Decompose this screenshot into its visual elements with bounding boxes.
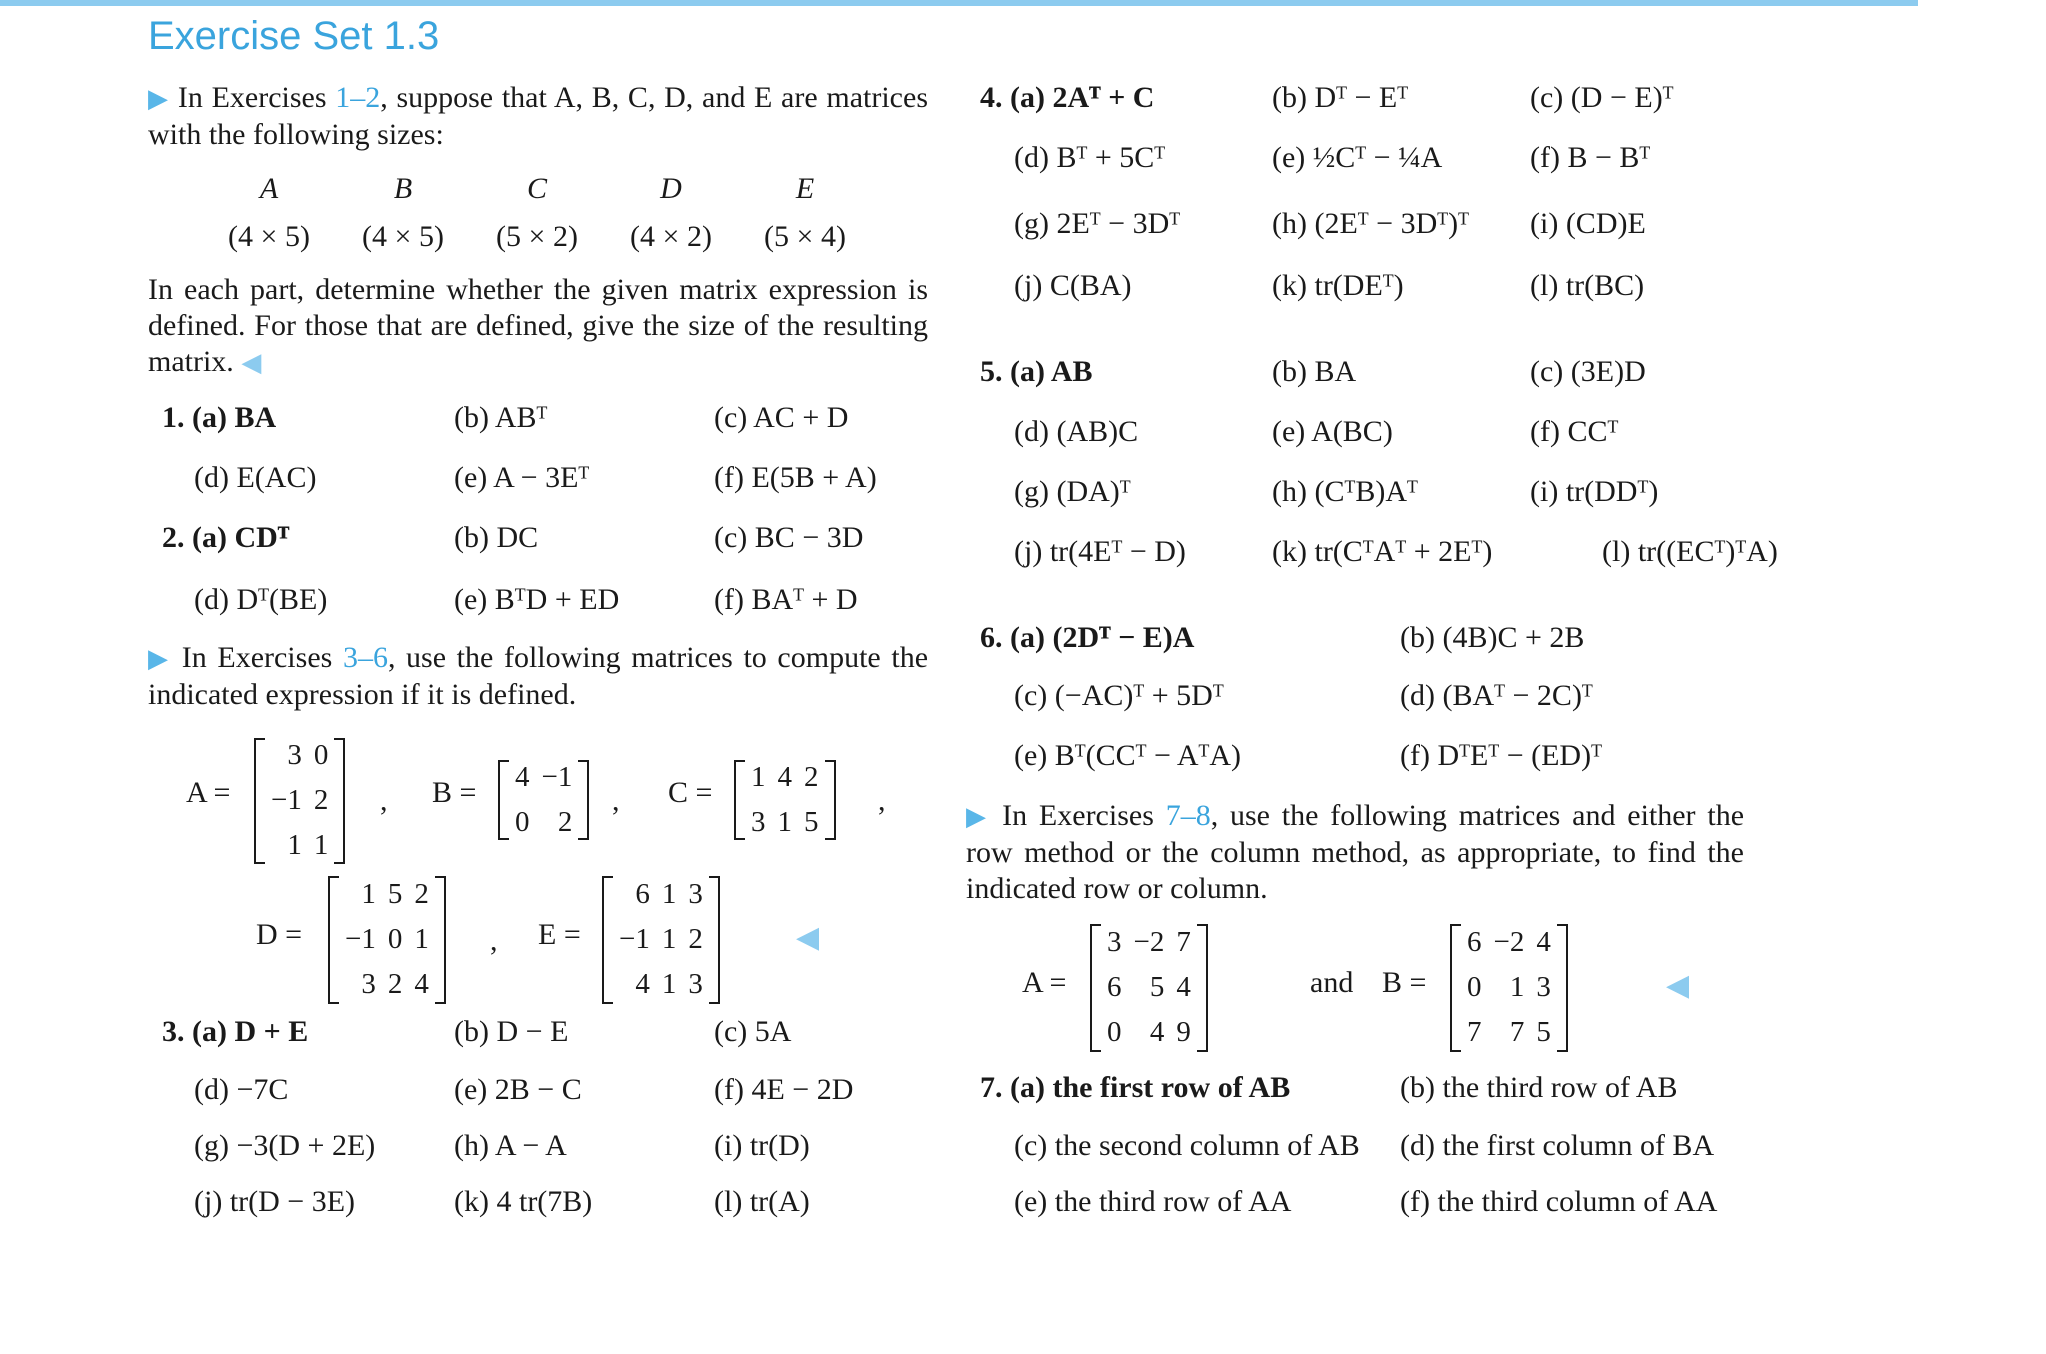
size-value: (4 × 5)	[228, 220, 310, 253]
intro-text: , suppose that A, B, C, D, and E are matrices with the following sizes:	[148, 81, 928, 151]
triangle-right-icon: ▶	[966, 802, 991, 831]
exercise-3a: 3. (a) D + E	[162, 1015, 309, 1048]
matrix-a2-entry-2-1: 6	[1107, 971, 1122, 1003]
triangle-right-icon: ▶	[148, 644, 172, 673]
exercise-3d: (d) −7C	[194, 1073, 289, 1106]
matrix-d-entry-2-2: 0	[387, 923, 403, 955]
intro-text: In Exercises	[181, 641, 343, 674]
exercise-link-1-2[interactable]: 1–2	[335, 81, 381, 114]
exercise-7e: (e) the third row of AA	[1014, 1185, 1292, 1218]
instruction-text	[148, 272, 928, 381]
matrix-b2-entry-3-3: 5	[1536, 1016, 1551, 1048]
exercise-3l: (l) tr(A)	[714, 1185, 810, 1218]
triangle-left-icon: ◀	[241, 348, 262, 377]
exercise-3e: (e) 2B − C	[454, 1073, 582, 1106]
exercise-3h: (h) A − A	[454, 1129, 567, 1162]
matrix-d-entry-1-2: 5	[387, 878, 403, 910]
matrix-a2-entry-1-3: 7	[1176, 926, 1191, 958]
matrix-a	[254, 733, 345, 868]
exercise-5g: (g) (DA)ᵀ	[1014, 475, 1131, 508]
matrix-e-entry-2-1: −1	[619, 923, 650, 955]
intro-exercises-3-6	[148, 640, 928, 713]
matrix-b2-entry-1-2: −2	[1493, 926, 1525, 958]
intro-text: In Exercises	[1002, 799, 1166, 832]
matrix-e	[602, 872, 720, 1007]
matrix-c-entry-2-1: 3	[751, 806, 766, 838]
exercise-2b: (b) DC	[454, 521, 539, 554]
intro-exercises-1-2	[148, 80, 928, 153]
matrix-e-entry-1-1: 6	[635, 878, 650, 910]
matrix-b2-entry-3-2: 7	[1509, 1016, 1525, 1048]
matrix-label-a2: A =	[1022, 966, 1067, 999]
matrix-c-entry-2-2: 1	[777, 806, 792, 838]
intro-text: In Exercises	[177, 81, 336, 114]
matrix-a2-entry-3-1: 0	[1107, 1016, 1122, 1048]
exercise-3g: (g) −3(D + 2E)	[194, 1129, 376, 1162]
and-text: and	[1310, 966, 1354, 999]
exercise-2c: (c) BC − 3D	[714, 521, 864, 554]
exercise-4l: (l) tr(BC)	[1530, 269, 1645, 302]
exercise-7a: 7. (a) the first row of AB	[980, 1071, 1291, 1104]
matrix-label-d: D =	[256, 918, 303, 951]
matrix-e-entry-3-2: 1	[661, 968, 677, 1000]
exercise-3j: (j) tr(D − 3E)	[194, 1185, 356, 1218]
exercise-5l: (l) tr((ECᵀ)ᵀA)	[1602, 535, 1778, 568]
matrix-b-entry-1-1: 4	[515, 761, 530, 793]
exercise-1e: (e) A − 3Eᵀ	[454, 461, 590, 494]
matrix-a-entry-2-1: −1	[271, 784, 302, 816]
exercise-6a: 6. (a) (2Dᵀ − E)A	[980, 621, 1195, 654]
matrix-a2-entry-3-3: 9	[1176, 1016, 1191, 1048]
size-header: B	[393, 172, 413, 205]
exercise-6f: (f) DᵀEᵀ − (ED)ᵀ	[1400, 739, 1602, 772]
exercise-3f: (f) 4E − 2D	[714, 1073, 854, 1106]
exercise-4k: (k) tr(DEᵀ)	[1272, 269, 1404, 302]
matrix-b-entry-2-1: 0	[515, 806, 530, 838]
matrix-b2	[1450, 920, 1568, 1055]
matrix-e-entry-3-3: 3	[688, 968, 703, 1000]
matrix-c-entry-2-3: 5	[804, 806, 819, 838]
matrix-a2-entry-2-2: 5	[1149, 971, 1165, 1003]
matrix-a2-entry-2-3: 4	[1176, 971, 1191, 1003]
exercise-7d: (d) the first column of BA	[1400, 1129, 1715, 1162]
exercise-7c: (c) the second column of AB	[1014, 1129, 1360, 1162]
matrix-c-entry-1-1: 1	[751, 761, 766, 793]
exercise-6c: (c) (−AC)ᵀ + 5Dᵀ	[1014, 679, 1224, 712]
matrix-label-b2: B =	[1382, 966, 1427, 999]
exercise-4e: (e) ½Cᵀ − ¼A	[1272, 141, 1443, 174]
exercise-6d: (d) (BAᵀ − 2C)ᵀ	[1400, 679, 1593, 712]
matrix-d-entry-1-3: 2	[414, 878, 429, 910]
matrix-label-a: A =	[186, 776, 231, 809]
exercise-2f: (f) BAᵀ + D	[714, 583, 858, 616]
size-value: (5 × 2)	[496, 220, 578, 253]
exercise-7f: (f) the third column of AA	[1400, 1185, 1718, 1218]
exercise-1b: (b) ABᵀ	[454, 401, 548, 434]
matrix-a-entry-3-2: 1	[313, 829, 329, 861]
matrix-label-b: B =	[432, 776, 477, 809]
matrix-b2-entry-1-1: 6	[1467, 926, 1482, 958]
matrix-b-entry-2-2: 2	[557, 806, 573, 838]
matrix-e-entry-1-2: 1	[661, 878, 677, 910]
triangle-left-icon: ◀	[796, 921, 820, 954]
matrix-e-entry-1-3: 3	[688, 878, 703, 910]
exercise-3b: (b) D − E	[454, 1015, 569, 1048]
matrix-a2-entry-1-2: −2	[1133, 926, 1165, 958]
exercise-3i: (i) tr(D)	[714, 1129, 810, 1162]
matrix-a2-entry-3-2: 4	[1149, 1016, 1165, 1048]
matrix-label-e: E =	[538, 918, 581, 951]
matrix-e-entry-2-2: 1	[661, 923, 677, 955]
matrix-b2-entry-1-3: 4	[1536, 926, 1551, 958]
exercise-5i: (i) tr(DDᵀ)	[1530, 475, 1659, 508]
matrix-d-entry-2-1: −1	[345, 923, 376, 955]
matrix-a-entry-3-1: 1	[287, 829, 302, 861]
exercise-4h: (h) (2Eᵀ − 3Dᵀ)ᵀ	[1272, 207, 1469, 240]
matrix-c-entry-1-3: 2	[804, 761, 819, 793]
size-header: D	[660, 172, 682, 205]
exercise-4a: 4. (a) 2Aᵀ + C	[980, 81, 1155, 114]
matrix-d-entry-3-1: 3	[361, 968, 376, 1000]
matrix-a-entry-1-1: 3	[287, 739, 302, 771]
matrix-label-c: C =	[668, 776, 713, 809]
size-header: A	[259, 172, 279, 205]
intro-text: , use the following matrices to compute the indicated expression if it is defined.	[148, 641, 929, 711]
exercise-4j: (j) C(BA)	[1014, 269, 1132, 302]
exercise-link-3-6[interactable]: 3–6	[342, 641, 388, 674]
size-header: C	[526, 172, 547, 205]
exercise-1c: (c) AC + D	[714, 401, 849, 434]
matrix-a-entry-1-2: 0	[313, 739, 329, 771]
exercise-5d: (d) (AB)C	[1014, 415, 1139, 448]
size-value: (4 × 5)	[362, 220, 444, 253]
exercise-7b: (b) the third row of AB	[1400, 1071, 1678, 1104]
intro-text: , use the following matrices and either the row method or the column method, as appropriate, to find the indicated row or column.	[966, 799, 1745, 905]
matrix-b	[498, 755, 589, 845]
top-accent-bar	[0, 0, 1918, 6]
matrix-d-entry-3-2: 2	[387, 968, 403, 1000]
page-title: Exercise Set 1.3	[148, 14, 440, 58]
exercise-6e: (e) Bᵀ(CCᵀ − AᵀA)	[1014, 739, 1242, 772]
matrix-a-entry-2-2: 2	[313, 784, 329, 816]
exercise-4d: (d) Bᵀ + 5Cᵀ	[1014, 141, 1166, 174]
exercise-1f: (f) E(5B + A)	[714, 461, 877, 494]
exercise-4i: (i) (CD)E	[1530, 207, 1646, 240]
triangle-right-icon: ▶	[148, 84, 170, 113]
matrix-b-entry-1-2: −1	[541, 761, 573, 793]
exercise-6b: (b) (4B)C + 2B	[1400, 621, 1585, 654]
exercise-link-7-8[interactable]: 7–8	[1165, 799, 1211, 832]
matrix-b2-entry-2-2: 1	[1509, 971, 1525, 1003]
matrix-e-entry-2-3: 2	[688, 923, 703, 955]
matrix-c	[734, 755, 836, 845]
exercise-2e: (e) BᵀD + ED	[454, 583, 620, 616]
triangle-left-icon: ◀	[1666, 969, 1690, 1002]
matrix-a2-entry-1-1: 3	[1107, 926, 1122, 958]
matrix-b2-entry-3-1: 7	[1467, 1016, 1482, 1048]
exercise-4g: (g) 2Eᵀ − 3Dᵀ	[1014, 207, 1181, 240]
exercise-1d: (d) E(AC)	[194, 461, 317, 494]
matrix-c-entry-1-2: 4	[777, 761, 792, 793]
exercise-4c: (c) (D − E)ᵀ	[1530, 81, 1674, 114]
exercise-5k: (k) tr(CᵀAᵀ + 2Eᵀ)	[1272, 535, 1493, 568]
instruction-body: In each part, determine whether the given matrix expression is defined. For those that are defined, give the size of the resulting matrix.	[148, 273, 928, 378]
matrix-d-entry-1-1: 1	[361, 878, 376, 910]
exercise-4b: (b) Dᵀ − Eᵀ	[1272, 81, 1409, 114]
exercise-3c: (c) 5A	[714, 1015, 792, 1048]
matrix-d-entry-2-3: 1	[414, 923, 429, 955]
exercise-4f: (f) B − Bᵀ	[1530, 141, 1651, 174]
matrix-e-entry-3-1: 4	[635, 968, 650, 1000]
exercise-2a: 2. (a) CDᵀ	[162, 521, 290, 554]
exercise-5h: (h) (CᵀB)Aᵀ	[1272, 475, 1418, 508]
size-header: E	[795, 172, 815, 205]
size-value: (5 × 4)	[764, 220, 846, 253]
matrix-d-entry-3-3: 4	[414, 968, 429, 1000]
exercise-3k: (k) 4 tr(7B)	[454, 1185, 593, 1218]
matrix-b2-entry-2-1: 0	[1467, 971, 1482, 1003]
exercise-5b: (b) BA	[1272, 355, 1357, 388]
size-value: (4 × 2)	[630, 220, 712, 253]
matrix-a2	[1090, 920, 1208, 1055]
exercise-5j: (j) tr(4Eᵀ − D)	[1014, 535, 1186, 568]
exercise-5c: (c) (3E)D	[1530, 355, 1646, 388]
exercise-5a: 5. (a) AB	[980, 355, 1093, 388]
intro-exercises-7-8	[966, 798, 1744, 907]
exercise-5e: (e) A(BC)	[1272, 415, 1393, 448]
exercise-2d: (d) Dᵀ(BE)	[194, 583, 328, 616]
exercise-5f: (f) CCᵀ	[1530, 415, 1619, 448]
matrix-b2-entry-2-3: 3	[1536, 971, 1551, 1003]
exercise-1a: 1. (a) BA	[162, 401, 277, 434]
matrix-d	[328, 872, 446, 1007]
